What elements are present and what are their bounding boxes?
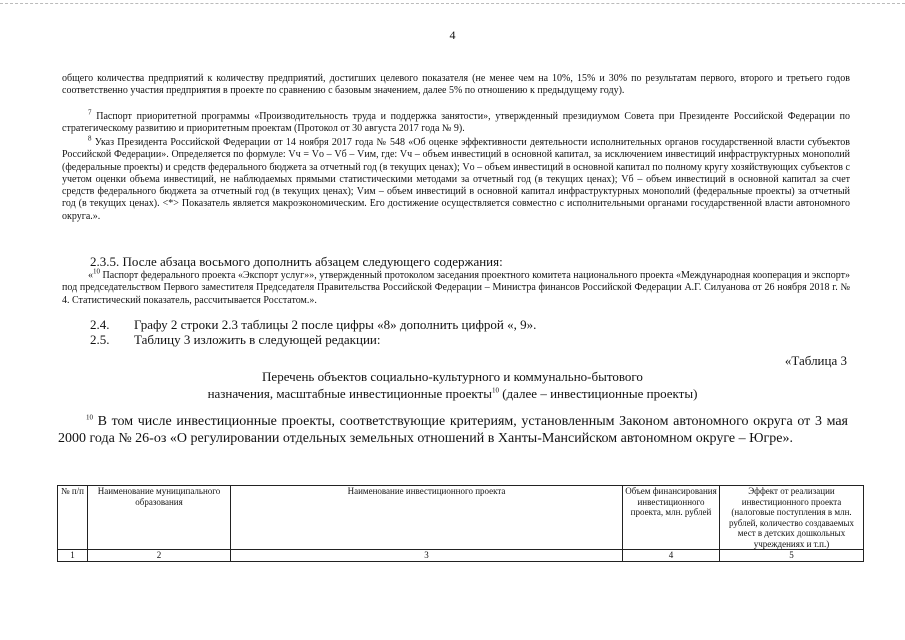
footnote-10-body	[58, 414, 848, 447]
table-caption: «Таблица 3	[784, 353, 847, 368]
footnote-mark: 8	[88, 134, 92, 143]
table-cell: 3	[231, 550, 623, 562]
header-cell-effect: Эффект от реализации инвестиционного проекта (налоговые поступления в млн. рублей, количество создаваемых мест в детских дошкольных учреждениях и т.п.)	[720, 486, 864, 550]
footnote-8	[62, 134, 850, 223]
header-cell-number: № п/п	[58, 486, 88, 550]
projects-table	[57, 485, 864, 562]
footnote-text: Указ Президента Российской Федерации от 14 ноября 2017 года № 548 «Об оценке эффективности деятельности исполнительных органов государственной власти субъектов Российской Федерации». Определяется по формуле: Vч = Vо – Vб – Vим, где: Vч – объем инвестиций в основной капитал, за исключением инвестиций инфраструктурных монополий (федеральные проекты) и средств федерального бюджета за отчетный год (в текущих ценах); Vо – объем инвестиций в основной капитал по полному кругу хозяйствующих субъектов с учетом оценки объема инвестиций, не наблюдаемых прямыми статистическими методами за отчетный год (в текущих ценах); Vб – объем инвестиций в основной капитал за счет средств федерального бюджета за отчетный год (в текущих ценах); Vим – объем инвестиций в основной капитал инфраструктурных монополий (федеральные проекты) за отчетный год (в текущих ценах). <*> Показатель является макроэкономическим. Его достижение осуществляется совместно с исполнительными органами государственной власти автономного округа.».	[62, 137, 850, 222]
footnote-10-insert	[62, 267, 850, 307]
header-cell-project-name: Наименование инвестиционного проекта	[231, 486, 623, 550]
footnote-mark: 7	[88, 108, 92, 117]
scan-edge-line	[0, 3, 905, 4]
footnote-mark: 10	[93, 267, 100, 276]
table-title-line2: назначения, масштабные инвестиционные проекты	[207, 386, 492, 401]
table-cell: 5	[720, 550, 864, 562]
footnote-continuation: общего количества предприятий к количеству предприятий, достигших целевого показателя (не менее чем на 10%, 15% и 30% по результатам первого, второго и третьего годов соответственно участия предприятия в проекте по сравнению с базовым значением, далее 5% по отношению к предыдущему году).	[62, 73, 850, 97]
table-title-line1: Перечень объектов социально-культурного и коммунально-бытового	[262, 369, 643, 384]
footnote-text: Паспорт федерального проекта «Экспорт услуг»», утвержденный протоколом заседания проектного комитета национального проекта «Международная кооперация и экспорт» под председательством Первого заместителя Председателя Правительства Российской Федерации – Министра финансов Российской Федерации А.Г. Силуанова от 26 ноября 2018 г. № 4. Статистический показатель, рассчитывается Росстатом.».	[62, 270, 850, 306]
table-cell: 1	[58, 550, 88, 562]
footnote-text: Паспорт приоритетной программы «Производительность труда и поддержка занятости», утвержденный президиумом Совета при Президенте Российской Федерации по стратегическому развитию и приоритетным проектам (Протокол от 30 августа 2017 года № 9).	[62, 111, 850, 135]
item-number: 2.5.	[90, 332, 110, 347]
quote-open: «	[88, 270, 93, 281]
footnote-text: В том числе инвестиционные проекты, соответствующие критериям, установленным Законом автономного округа от 3 мая 2000 года № 26-оз «О регулировании отдельных земельных отношений в Ханты-Мансийском автономном округе – Югре».	[58, 414, 848, 446]
header-cell-financing: Объем финансирования инвестиционного проекта, млн. рублей	[623, 486, 720, 550]
item-2-5	[90, 333, 380, 347]
footnote-mark: 10	[491, 386, 499, 395]
footnote-7	[62, 108, 850, 136]
table-number-row	[58, 550, 864, 562]
table-cell: 2	[88, 550, 231, 562]
page-number: 4	[449, 28, 456, 42]
table-title	[0, 368, 905, 402]
item-text: Графу 2 строки 2.3 таблицы 2 после цифры «8» дополнить цифрой «, 9».	[134, 317, 537, 332]
item-text: Таблицу 3 изложить в следующей редакции:	[134, 332, 381, 347]
table-title-line2-end: (далее – инвестиционные проекты)	[498, 386, 698, 401]
table-cell: 4	[623, 550, 720, 562]
header-cell-municipality: Наименование муниципального образования	[88, 486, 231, 550]
footnote-mark: 10	[86, 413, 93, 422]
item-2-4	[90, 318, 536, 332]
item-number: 2.4.	[90, 317, 110, 332]
item-2-3-5: 2.3.5. После абзаца восьмого дополнить абзацем следующего содержания:	[90, 254, 503, 269]
table-header-row	[58, 486, 864, 550]
